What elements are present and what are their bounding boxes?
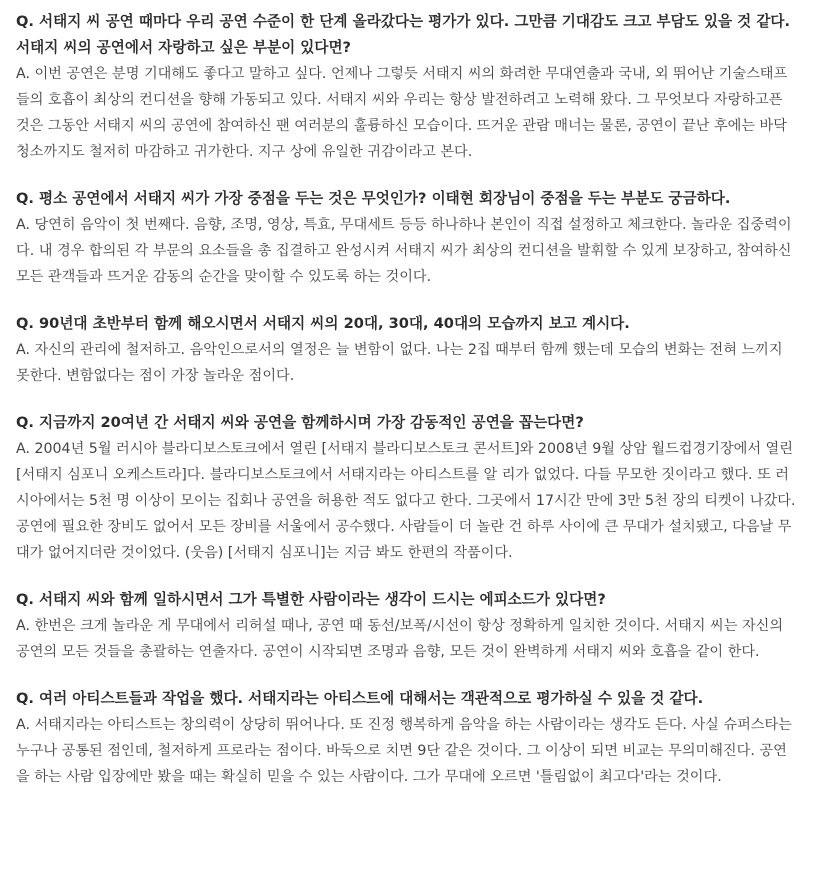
question-text: Q. 서태지 씨와 함께 일하시면서 그가 특별한 사람이라는 생각이 드시는 에피소드가 있다면? [16, 591, 606, 608]
answer-text: A. 자신의 관리에 철저하고. 음악인으로서의 열정은 늘 변함이 없다. 나는 2집 때부터 함께 했는데 모습의 변화는 전혀 느끼지 못한다. 변함없다는 점이 가장 놀라운 점이다. [16, 342, 783, 384]
question-text: Q. 지금까지 20여년 간 서태지 씨와 공연을 함께하시며 가장 감동적인 공연을 꼽는다면? [16, 414, 584, 431]
qa-block-5 [16, 587, 798, 665]
qa-block-6 [16, 686, 798, 790]
answer-text: A. 2004년 5월 러시아 블라디보스토크에서 열린 [서태지 블라디보스토크 콘서트]와 2008년 9월 상암 월드컵경기장에서 열린 [서태지 심포니 오케스트라]다. 블라디보스토크에서 서태지라는 아티스트를 알 리가 없었다. 다들 무모한 짓이라고 했다. 또 러시아에서는 5천 명 이상이 모이는 집회나 공연을 허용한 적도 없다고 한다. 그곳에서 17시간 만에 3만 5천 장의 티켓이 나갔다. 공연에 필요한 장비도 없어서 모든 장비를 서울에서 공수했다. 사람들이 더 놀란 건 하루 사이에 큰 무대가 설치됐고, 다음날 무대가 없어지더란 것이었다. (웃음) [서태지 심포니]는 지금 봐도 한편의 작품이다. [16, 441, 796, 561]
question-text: Q. 서태지 씨 공연 때마다 우리 공연 수준이 한 단계 올라갔다는 평가가 있다. 그만큼 기대감도 크고 부담도 있을 것 같다. 서태지 씨의 공연에서 자랑하고 싶은 부분이 있다면? [16, 13, 791, 56]
qa-block-4 [16, 410, 798, 566]
question-text: Q. 90년대 초반부터 함께 해오시면서 서태지 씨의 20대, 30대, 40대의 모습까지 보고 계시다. [16, 315, 630, 332]
answer-text: A. 한번은 크게 놀라운 게 무대에서 리허설 때나, 공연 때 동선/보폭/시선이 항상 정확하게 일치한 것이다. 서태지 씨는 자신의 공연의 모든 것들을 총괄하는 연출자다. 공연이 시작되면 조명과 음향, 모든 것이 완벽하게 서태지 씨와 호흡을 같이 한다. [16, 618, 784, 660]
answer-text: A. 당연히 음악이 첫 번째다. 음향, 조명, 영상, 특효, 무대세트 등등 하나하나 본인이 직접 설정하고 체크한다. 놀라운 집중력이다. 내 경우 합의된 각 부문의 요소들을 총 집결하고 완성시켜 서태지 씨가 최상의 컨디션을 발휘할 수 있게 보장하고, 참여하신 모든 관객들과 뜨거운 감동의 순간을 맞이할 수 있도록 하는 것이다. [16, 217, 792, 285]
answer-text: A. 이번 공연은 분명 기대해도 좋다고 말하고 싶다. 언제나 그렇듯 서태지 씨의 화려한 무대연출과 국내, 외 뛰어난 기술스태프들의 호흡이 최상의 컨디션을 향해 가동되고 있다. 서태지 씨와 우리는 항상 발전하려고 노력해 왔다. 그 무엇보다 자랑하고픈 것은 그동안 서태지 씨의 공연에 참여하신 팬 여러분의 훌륭하신 모습이다. 뜨거운 관람 매너는 물론, 공연이 끝난 후에는 바닥 청소까지도 철저히 마감하고 귀가한다. 지구 상에 유일한 귀감이라고 본다. [16, 66, 788, 160]
question-text: Q. 여러 아티스트들과 작업을 했다. 서태지라는 아티스트에 대해서는 객관적으로 평가하실 수 있을 것 같다. [16, 690, 704, 707]
qa-block-2 [16, 186, 798, 290]
qa-block-1 [16, 9, 798, 165]
question-text: Q. 평소 공연에서 서태지 씨가 가장 중점을 두는 것은 무엇인가? 이태현 회장님이 중점을 두는 부분도 궁금하다. [16, 190, 731, 207]
answer-text: A. 서태지라는 아티스트는 창의력이 상당히 뛰어나다. 또 진정 행복하게 음악을 하는 사람이라는 생각도 든다. 사실 슈퍼스타는 누구나 공통된 점인데, 철저하게 프로라는 점이다. 바둑으로 치면 9단 같은 것이다. 그 이상이 되면 비교는 무의미해진다. 공연을 하는 사람 입장에만 봤을 때는 확실히 믿을 수 있는 사람이다. 그가 무대에 오르면 '틀림없이 최고다'라는 것이다. [16, 717, 792, 785]
qa-block-3 [16, 311, 798, 389]
